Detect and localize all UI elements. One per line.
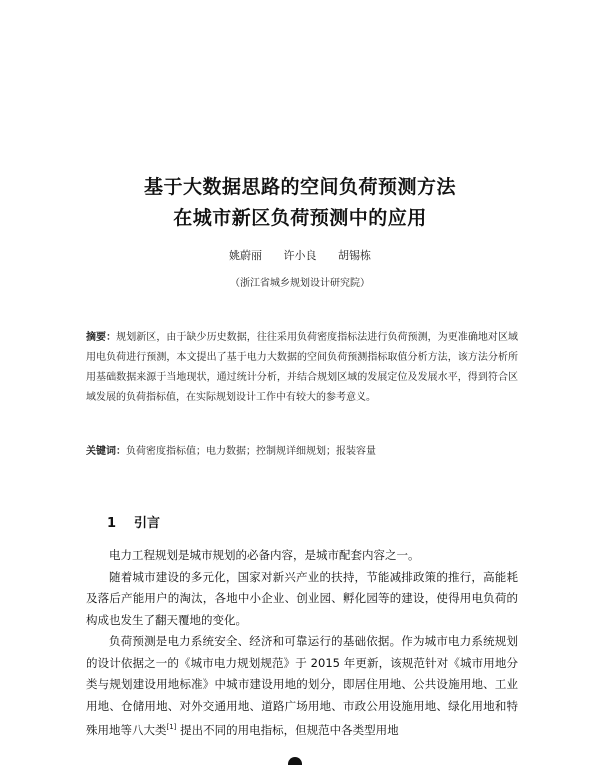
- page-number-fragment: [288, 757, 302, 765]
- abstract: [86, 328, 518, 408]
- paragraph: 随着城市建设的多元化，国家对新兴产业的扶持，节能减排政策的推行，高能耗及落后产能用户的淘汰，各地中小企业、创业园、孵化园等的建设，使得用电负荷的构成也发生了翻天覆地的变化。: [86, 569, 518, 627]
- citation-ref: [1]: [166, 723, 177, 731]
- author-name: 姚蔚丽: [229, 249, 262, 262]
- section-number: 1: [107, 516, 117, 531]
- author-name: 许小良: [283, 249, 317, 262]
- abstract-text: 规划新区，由于缺少历史数据，往往采用负荷密度指标法进行负荷预测，为更准确地对区域用电负荷进行预测，本文提出了基于电力大数据的空间负荷预测指标取值分析方法，该方法分析所用基础数据来源于当地现状，通过统计分析，并结合规划区域的发展定位及发展水平，得到符合区域发展的负荷指标值，在实际规划设计工作中有较大的参考意义。: [86, 332, 519, 403]
- abstract-label: 摘要：: [86, 332, 117, 343]
- paragraph: [86, 631, 518, 741]
- section-heading: [107, 512, 160, 531]
- keywords-text: 负荷密度指标值；电力数据；控制规详细规划；报装容量: [126, 446, 376, 457]
- paragraph: 电力工程规划是城市规划的必备内容，是城市配套内容之一。: [109, 548, 420, 562]
- paper-title-line-1: 基于大数据思路的空间负荷预测方法: [143, 176, 456, 198]
- paragraph-text-continued: 提出不同的用电指标，但规范中各类型用地: [180, 722, 399, 737]
- keywords: [86, 442, 376, 457]
- section-title: 引言: [134, 516, 161, 531]
- paper-title-line-2: 在城市新区负荷预测中的应用: [173, 207, 427, 229]
- body-text: [86, 545, 518, 741]
- author-list: [0, 247, 600, 263]
- author-affiliation: （浙江省城乡规划设计研究院）: [230, 278, 370, 289]
- keywords-label: 关键词：: [86, 446, 126, 457]
- paragraph-text: 负荷预测是电力系统安全、经济和可靠运行的基础依据。作为城市电力系统规划的设计依据之一的《城市电力规划规范》于 2015 年更新，该规范针对《城市用地分类与规划建设用地标准》中城市建设用地的划分，即居住用地、公共设施用地、工业用地、仓储用地、对外交通用地、道路广场用地、市政公用设施用地、绿化用地和特殊用地等八大类: [86, 634, 518, 737]
- author-name: 胡锡栋: [338, 249, 371, 262]
